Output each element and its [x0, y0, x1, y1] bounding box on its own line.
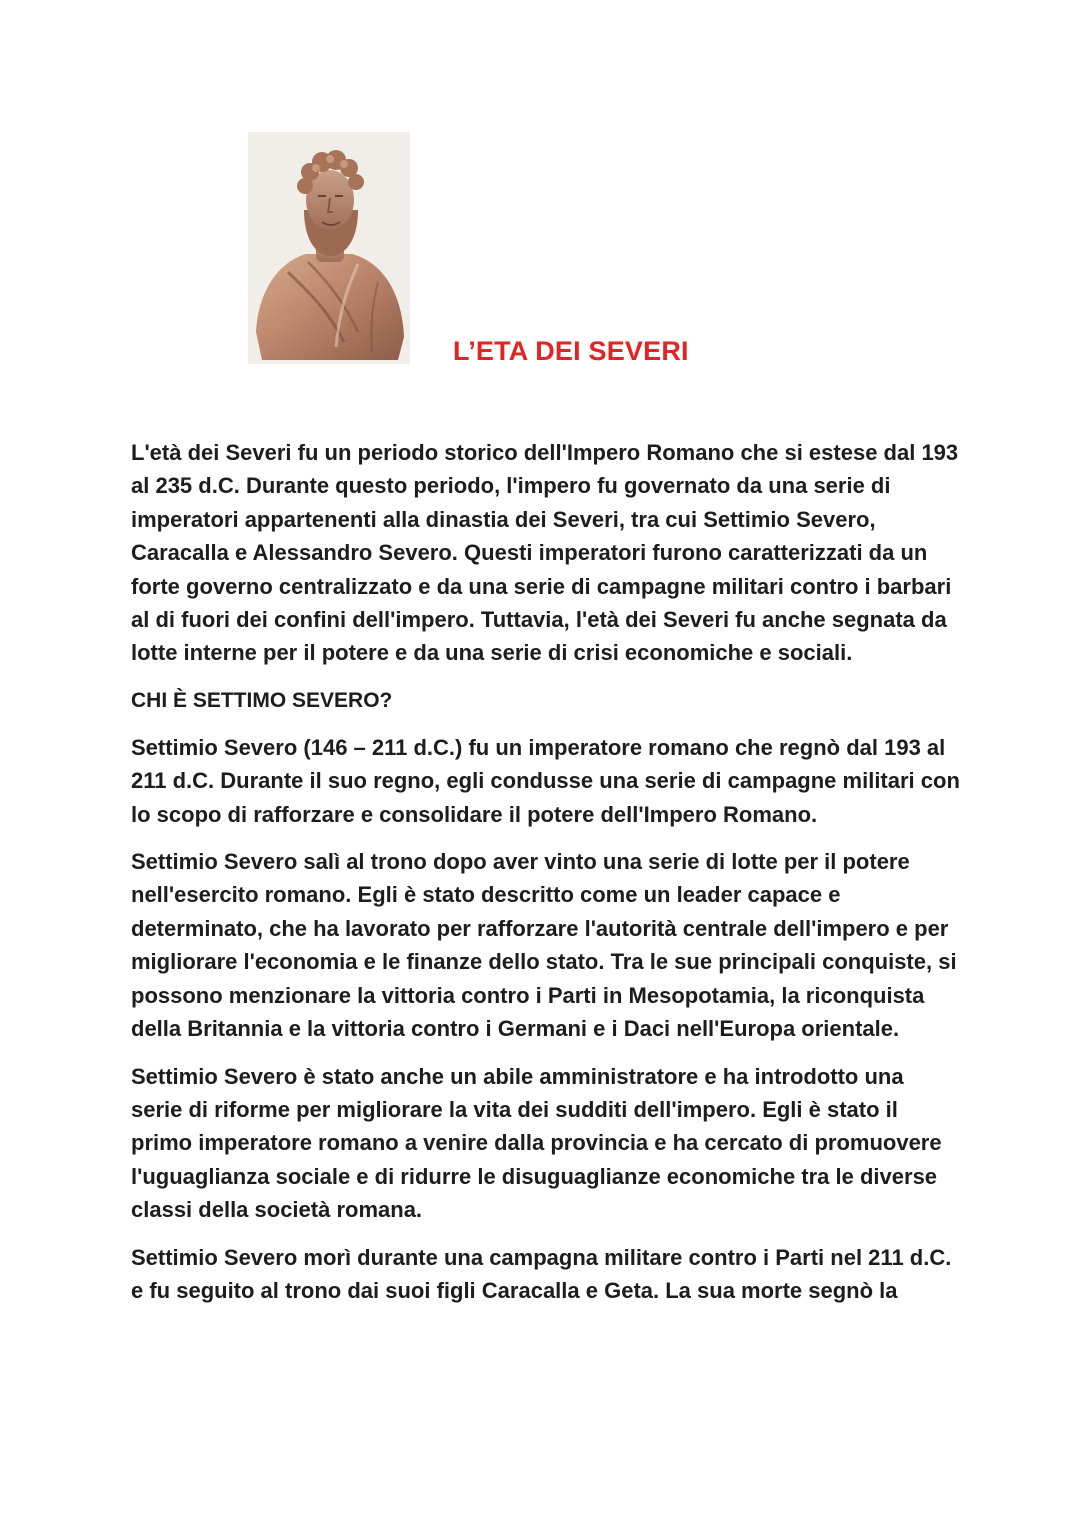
document-body [131, 436, 961, 1321]
roman-bust-image [248, 132, 410, 364]
paragraph-3: Settimio Severo è stato anche un abile amministratore e ha introdotto una serie di riforme per migliorare la vita dei sudditi dell'impero. Egli è stato il primo imperatore romano a venire dalla provincia e ha cercato di promuovere l'uguaglianza sociale e di ridurre le disuguaglianze economiche tra le diverse classi della società romana. [131, 1063, 942, 1223]
page-title: L’ETA DEI SEVERI [453, 336, 689, 366]
paragraph-2: Settimio Severo salì al trono dopo aver vinto una serie di lotte per il potere nell'esercito romano. Egli è stato descritto come un leader capace e determinato, che ha lavorato per rafforzare l'autorità centrale dell'impero e per migliorare l'economia e le finanze dello stato. Tra le sue principali conquiste, si possono menzionare la vittoria contro i Parti in Mesopotamia, la riconquista della Britannia e la vittoria contro i Germani e i Daci nell'Europa orientale. [131, 849, 957, 1042]
section-heading: CHI È SETTIMO SEVERO? [131, 688, 393, 712]
roman-bust-icon [248, 132, 410, 364]
intro-paragraph: L'età dei Severi fu un periodo storico dell'Impero Romano che si estese dal 193 al 235 d.C. Durante questo periodo, l'impero fu governato da una serie di imperatori appartenenti alla dinastia dei Severi, tra cui Settimio Severo, Caracalla e Alessandro Severo. Questi imperatori furono caratterizzati da un forte governo centralizzato e da una serie di campagne militari contro i barbari al di fuori dei confini dell'impero. Tuttavia, l'età dei Severi fu anche segnata da lotte interne per il potere e da una serie di crisi economiche e sociali. [131, 440, 959, 666]
paragraph-1: Settimio Severo (146 – 211 d.C.) fu un imperatore romano che regnò dal 193 al 211 d.C. Durante il suo regno, egli condusse una serie di campagne militari con lo scopo di rafforzare e consolidare il potere dell'Impero Romano. [131, 734, 960, 827]
paragraph-4: Settimio Severo morì durante una campagna militare contro i Parti nel 211 d.C. e fu seguito al trono dai suoi figli Caracalla e Geta. La sua morte segnò la [131, 1244, 952, 1303]
